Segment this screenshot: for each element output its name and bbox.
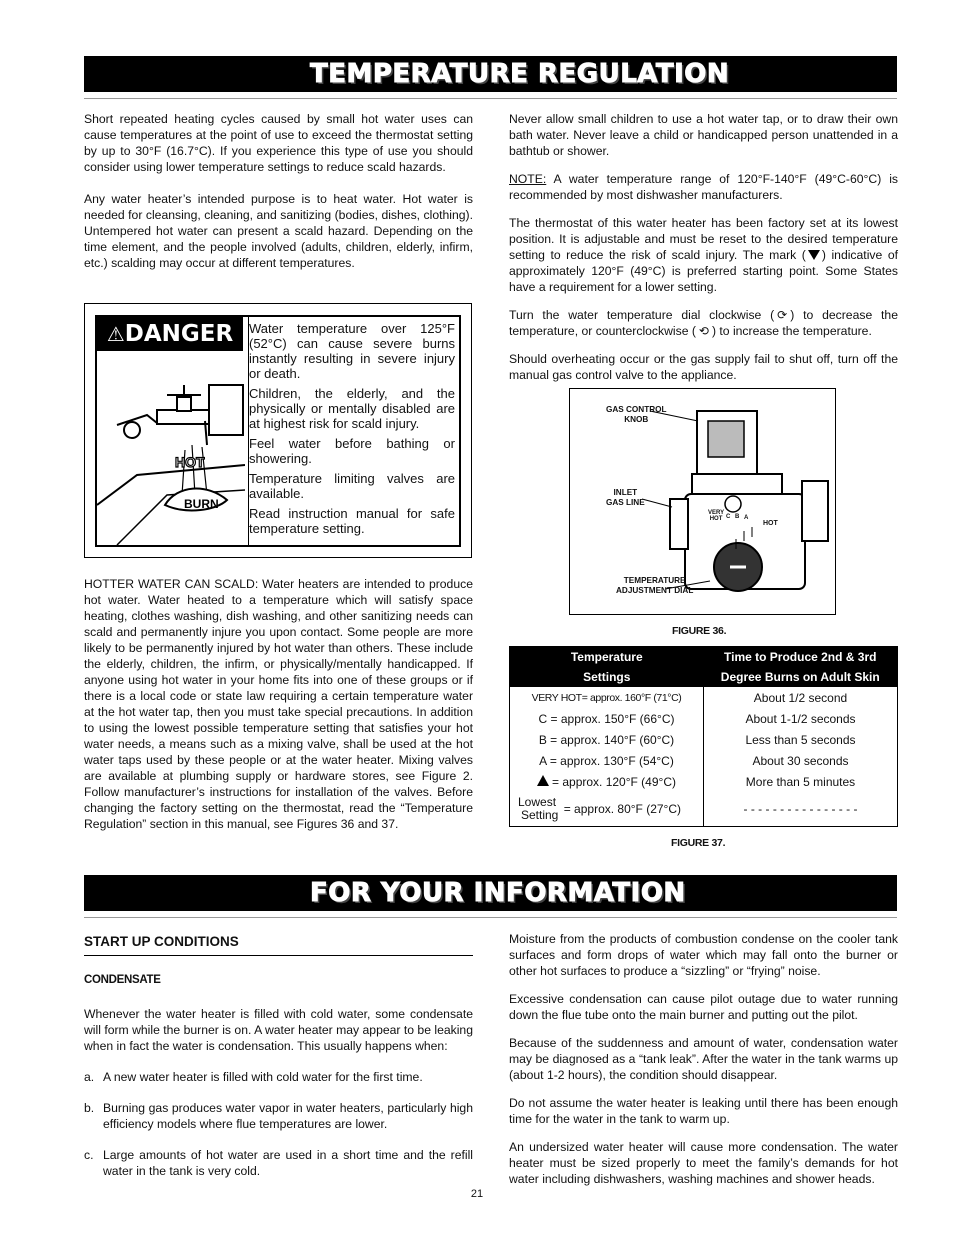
hotter-water-section: [84, 576, 473, 844]
text: The thermostat of this water heater has been factory set at its lowest position. It is adjustable and must be reset to the desired temperature setting to reduce the risk of scald injury. The mark (: [509, 216, 898, 262]
counterclockwise-arrow-icon: ⟲: [698, 324, 710, 338]
danger-line: Water temperature over 125°F (52°C) can cause severe burns instantly resulting in severe injury or death.: [249, 321, 455, 381]
section-title-info: FOR YOUR INFORMATION: [310, 878, 686, 908]
paragraph: Moisture from the products of combustion condense on the cooler tank surfaces and form drops of water which may fall onto the burner or other hot surfaces to produce a “sizzling” or “frying” noise.: [509, 932, 898, 978]
time-cell: Less than 5 seconds: [745, 732, 856, 747]
setting-value: = approx. 80°F (27°C): [563, 801, 682, 816]
triangle-mark-icon: [808, 250, 820, 260]
danger-word: DANGER: [124, 321, 234, 347]
time-cell: About 30 seconds: [752, 753, 849, 768]
info-right-column: [509, 931, 898, 1199]
list-marker: b.: [84, 1101, 95, 1115]
note-text: A water temperature range of 120°F-140°F (49°C-60°C) is recommended by most dishwasher manufacturers.: [509, 172, 898, 202]
setting-cell: B = approx. 140°F (60°C): [510, 729, 704, 750]
label-a: A: [744, 515, 749, 521]
triangle-mark-icon: [537, 775, 549, 786]
thermostat-paragraph: [509, 215, 898, 295]
note-label: NOTE:: [509, 172, 547, 186]
list-marker: a.: [84, 1070, 95, 1084]
fig-label: INLET: [613, 488, 638, 497]
note-paragraph: [509, 171, 898, 203]
heading-rule: [84, 955, 473, 956]
fig-label: VERY: [708, 510, 725, 516]
danger-frame: [95, 315, 461, 547]
danger-line: Feel water before bathing or showering.: [249, 436, 455, 466]
list-text: A new water heater is filled with cold water for the first time.: [103, 1070, 423, 1084]
paragraph: Never allow small children to use a hot water tap, or to draw their own bath water. Never leave a child or handicapped person unattended in a bathtub or shower.: [509, 112, 898, 158]
section-banner-temperature: [84, 56, 897, 92]
right-intro: [509, 111, 898, 395]
time-cell: More than 5 minutes: [745, 774, 856, 789]
header-line: Time to Produce 2nd & 3rd: [724, 650, 877, 664]
paragraph: Because of the suddenness and amount of water, condensation water may be diagnosed as a “tank leak”. After the water in the tank warms up (about 1-2 hours), the condition should disappear.: [509, 1036, 898, 1082]
left-intro: [84, 111, 473, 283]
setting-value: = approx. 120°F (49°C): [552, 774, 676, 789]
time-cell: About 1-1/2 seconds: [745, 711, 856, 726]
fig-label: ADJUSTMENT DIAL: [616, 586, 694, 595]
table-row: [510, 771, 898, 792]
fig-label: HOT: [709, 516, 723, 522]
text: Turn the water temperature dial clockwise (: [509, 308, 775, 322]
label-temp-dial: [616, 576, 693, 596]
table-row: [510, 687, 898, 708]
lowest-word: Lowest: [518, 794, 557, 809]
label-c: C: [726, 514, 731, 520]
setting-word: Setting: [521, 807, 559, 822]
header-line: Degree Burns on Adult Skin: [720, 670, 880, 684]
table-row: [510, 792, 898, 826]
danger-line: Temperature limiting valves are available.: [249, 471, 455, 501]
clockwise-arrow-icon: ⟳: [777, 308, 788, 322]
table-header-row: [510, 647, 898, 688]
temperature-burn-table: [509, 646, 898, 827]
warning-triangle-icon: ⚠: [106, 322, 125, 346]
figure-36-gas-control: [569, 388, 836, 615]
hot-word-art: HOT: [175, 454, 205, 470]
setting-cell-triangle: [510, 771, 704, 792]
paragraph: Any water heater’s intended purpose is to heat water. Hot water is needed for cleansing, cleaning, and sanitizing (bodies, dishes, clothing). Untempered hot water can present a scald hazard. Depending on the time element, and the people involved (adults, children, elderly, infirm, etc.) scalding may occur at different temperatures.: [84, 192, 473, 270]
header-line: Settings: [583, 670, 631, 684]
fig-label: KNOB: [624, 415, 649, 424]
danger-header: [97, 317, 243, 351]
fig-label: GAS LINE: [606, 498, 645, 507]
paragraph: An undersized water heater will cause more condensation. The water heater must be sized properly to meet the family’s demands for hot water including dishwashers, washing machines and shower heads.: [509, 1140, 898, 1186]
lowest-label: [518, 796, 558, 822]
start-up-heading: START UP CONDITIONS: [84, 934, 239, 949]
paragraph: Short repeated heating cycles caused by small hot water uses can cause temperatures at the point of use to exceed the thermostat setting by up to 30°F (16.7°C). If you experience this type of use you should consider using lower temperature settings to reduce scald hazards.: [84, 112, 473, 174]
text: ) to decrease the temperature, or counterclockwise (: [509, 308, 898, 338]
figure-37-caption: FIGURE 37.: [671, 837, 726, 849]
danger-line: Children, the elderly, and the physically or mentally disabled are at highest risk for scald injury.: [249, 386, 455, 431]
paragraph: Excessive condensation can cause pilot outage due to water running down the flue tube onto the main burner and putting out the pilot.: [509, 992, 898, 1022]
paragraph: Whenever the water heater is filled with cold water, some condensate will form while the burner is on. A water heater may appear to be leaking when in fact the water is condensation. This usually happens when:: [84, 1007, 473, 1053]
column-header-settings: [510, 647, 704, 688]
list-item: [84, 1069, 473, 1085]
fig-label: GAS CONTROL: [606, 405, 667, 414]
list-item: [84, 1100, 473, 1132]
condensate-body: [84, 1006, 473, 1194]
banner-rule: [84, 98, 897, 99]
text: ) to increase the temperature.: [711, 324, 872, 338]
setting-cell: VERY HOT= approx. 160°F (71°C): [510, 687, 704, 708]
dial-paragraph: [509, 307, 898, 339]
paragraph: Do not assume the water heater is leaking until there has been enough time for the water in the tank to warm up.: [509, 1096, 898, 1126]
list-text: Burning gas produces water vapor in water heaters, particularly high efficiency models where flue temperatures are lower.: [103, 1101, 473, 1131]
text: ) indicative of approximately 120°F (49°C) is preferred starting point. Some States have a requirement for a lower setting.: [509, 248, 898, 294]
burn-word-art: BURN: [184, 497, 219, 511]
time-cell: - - - - - - - - - - - - - - - -: [743, 801, 858, 816]
table-row: [510, 729, 898, 750]
label-gas-control: [606, 405, 667, 425]
condensate-subheading: CONDENSATE: [84, 974, 161, 986]
hot-tap-burn-illustration: [97, 355, 245, 545]
banner-rule: [84, 917, 897, 918]
page-number: 21: [470, 1188, 484, 1200]
list-marker: c.: [84, 1148, 94, 1162]
section-title-temperature: TEMPERATURE REGULATION: [310, 59, 730, 89]
section-banner-info: [84, 875, 897, 911]
table-row: [510, 708, 898, 729]
paragraph: Should overheating occur or the gas supply fail to shut off, turn off the manual gas control valve to the appliance.: [509, 352, 898, 382]
label-hot: HOT: [763, 520, 778, 527]
setting-cell-lowest: [510, 792, 704, 826]
column-header-time: [704, 647, 898, 688]
list-item: [84, 1147, 473, 1179]
label-very-hot: [708, 510, 724, 522]
danger-line: Read instruction manual for safe temperature setting.: [249, 506, 455, 536]
setting-cell: A = approx. 130°F (54°C): [510, 750, 704, 771]
hotter-water-paragraph: HOTTER WATER CAN SCALD: Water heaters are intended to produce hot water. Water heated to a temperature which will satisfy space heating, clothes washing, dish washing, and other sanitizing needs can scald and permanently injure you upon contact. Some people are more likely to be permanently injured by hot water than others. These include the elderly, children, the infirm, or physically/mentally handicapped. If anyone using hot water in your home fits into one of these groups or if there is a local code or state law requiring a certain temperature water at the hot water tap, then you must take special precautions. In addition to using the lowest possible temperature setting that satisfies your hot water needs, a means such as a mixing valve, shall be used at the hot water taps used by these people or at the water heater. Mixing valves are available at plumbing supply or hardware stores, see Figure 2. Follow manufacturer’s instructions for installation of the valves. Before changing the factory setting on the thermostat, read the “Temperature Regulation” section in this manual, see Figures 36 and 37.: [84, 577, 473, 831]
danger-text: [249, 321, 455, 541]
time-cell: About 1/2 second: [753, 690, 848, 705]
fig-label: TEMPERATURE: [623, 576, 686, 585]
label-inlet-gas-line: [606, 488, 645, 508]
list-text: Large amounts of hot water are used in a short time and the refill water in the tank is very cold.: [103, 1148, 473, 1178]
setting-cell: C = approx. 150°F (66°C): [510, 708, 704, 729]
label-b: B: [735, 514, 740, 520]
header-line: Temperature: [570, 650, 643, 664]
table-row: [510, 750, 898, 771]
figure-36-caption: FIGURE 36.: [672, 625, 727, 637]
danger-warning-label: [84, 303, 472, 558]
